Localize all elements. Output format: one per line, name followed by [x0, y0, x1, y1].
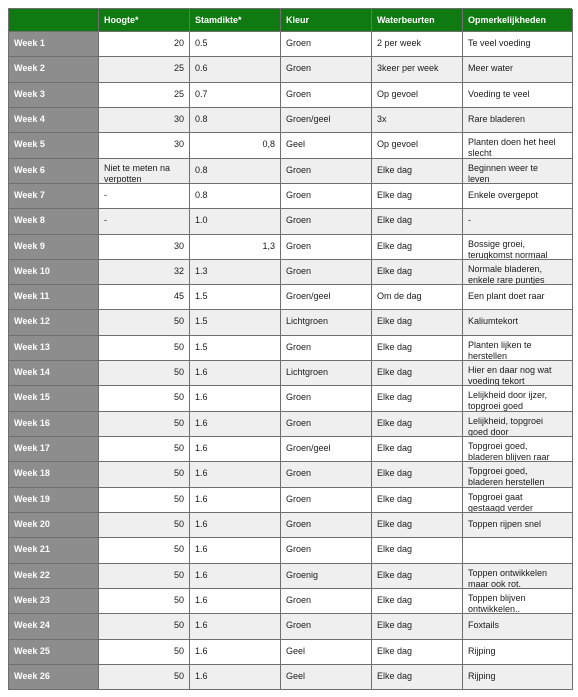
cell-waterbeurten: Om de dag [372, 285, 463, 310]
cell-opmerkelijkheden: Topgroei gaat gestaagd verder [463, 488, 573, 513]
cell-kleur: Groen [281, 209, 372, 234]
cell-waterbeurten: Elke dag [372, 538, 463, 563]
cell-waterbeurten: Elke dag [372, 462, 463, 487]
cell-kleur: Groen [281, 513, 372, 538]
cell-kleur: Groen [281, 538, 372, 563]
cell-hoogte: 50 [99, 437, 190, 462]
cell-waterbeurten: Elke dag [372, 513, 463, 538]
cell-stamdikte: 1.6 [190, 386, 281, 411]
cell-opmerkelijkheden: Beginnen weer te leven [463, 159, 573, 184]
cell-stamdikte: 1.6 [190, 513, 281, 538]
growth-log-table [8, 8, 572, 690]
cell-opmerkelijkheden: Een plant doet raar [463, 285, 573, 310]
cell-kleur: Groen [281, 336, 372, 361]
row-header: Week 14 [9, 361, 99, 386]
cell-opmerkelijkheden: Normale bladeren, enkele rare puntjes [463, 260, 573, 285]
cell-opmerkelijkheden: Enkele overgepot [463, 184, 573, 209]
cell-opmerkelijkheden: Topgroei goed, bladeren blijven raar [463, 437, 573, 462]
row-header: Week 3 [9, 83, 99, 108]
cell-opmerkelijkheden: Toppen ontwikkelen maar ook rot. [463, 564, 573, 589]
cell-hoogte: 50 [99, 412, 190, 437]
cell-stamdikte: 1.5 [190, 336, 281, 361]
cell-stamdikte: 1.6 [190, 437, 281, 462]
cell-kleur: Groen [281, 462, 372, 487]
row-header: Week 16 [9, 412, 99, 437]
cell-waterbeurten: Elke dag [372, 564, 463, 589]
row-header: Week 20 [9, 513, 99, 538]
cell-stamdikte: 0,8 [190, 133, 281, 158]
cell-kleur: Groen [281, 32, 372, 57]
cell-hoogte: 25 [99, 83, 190, 108]
cell-stamdikte: 1.6 [190, 665, 281, 690]
row-header: Week 24 [9, 614, 99, 639]
row-header: Week 9 [9, 235, 99, 260]
cell-kleur: Groen [281, 235, 372, 260]
cell-kleur: Groen [281, 614, 372, 639]
cell-hoogte: 45 [99, 285, 190, 310]
cell-stamdikte: 1.0 [190, 209, 281, 234]
cell-kleur: Groen/geel [281, 437, 372, 462]
cell-kleur: Groen [281, 412, 372, 437]
cell-stamdikte: 1,3 [190, 235, 281, 260]
cell-kleur: Groen/geel [281, 285, 372, 310]
cell-hoogte: 50 [99, 488, 190, 513]
row-header: Week 13 [9, 336, 99, 361]
cell-hoogte: 30 [99, 133, 190, 158]
cell-opmerkelijkheden: Lelijkheid, topgroei goed door [463, 412, 573, 437]
cell-kleur: Groen [281, 260, 372, 285]
row-header: Week 5 [9, 133, 99, 158]
cell-stamdikte: 1.5 [190, 285, 281, 310]
row-header: Week 23 [9, 589, 99, 614]
cell-opmerkelijkheden: Rijping [463, 640, 573, 665]
cell-hoogte: 50 [99, 513, 190, 538]
cell-waterbeurten: Elke dag [372, 665, 463, 690]
row-header: Week 22 [9, 564, 99, 589]
cell-stamdikte: 1.6 [190, 361, 281, 386]
header-corner [9, 9, 99, 32]
cell-waterbeurten: 3x [372, 108, 463, 133]
cell-hoogte: 50 [99, 462, 190, 487]
cell-stamdikte: 0.5 [190, 32, 281, 57]
cell-waterbeurten: Elke dag [372, 235, 463, 260]
cell-opmerkelijkheden: Rijping [463, 665, 573, 690]
row-header: Week 8 [9, 209, 99, 234]
cell-opmerkelijkheden: Bossige groei, terugkomst normaal [463, 235, 573, 260]
cell-hoogte: 50 [99, 614, 190, 639]
cell-waterbeurten: Elke dag [372, 437, 463, 462]
cell-opmerkelijkheden: Te veel voeding [463, 32, 573, 57]
cell-opmerkelijkheden: Lelijkheid door ijzer, topgroei goed [463, 386, 573, 411]
cell-opmerkelijkheden: Toppen blijven ontwikkelen.. [463, 589, 573, 614]
cell-kleur: Groen [281, 159, 372, 184]
cell-kleur: Groen [281, 184, 372, 209]
cell-opmerkelijkheden: Hier en daar nog wat voeding tekort [463, 361, 573, 386]
cell-hoogte: 20 [99, 32, 190, 57]
cell-stamdikte: 1.6 [190, 589, 281, 614]
cell-waterbeurten: Elke dag [372, 260, 463, 285]
cell-kleur: Groenig [281, 564, 372, 589]
cell-hoogte: 50 [99, 640, 190, 665]
cell-hoogte: 32 [99, 260, 190, 285]
cell-stamdikte: 1.5 [190, 310, 281, 335]
cell-waterbeurten: Elke dag [372, 159, 463, 184]
cell-waterbeurten: Elke dag [372, 412, 463, 437]
cell-stamdikte: 0.8 [190, 159, 281, 184]
cell-hoogte: 50 [99, 361, 190, 386]
column-header: Opmerkelijkheden [463, 9, 573, 32]
column-header: Waterbeurten [372, 9, 463, 32]
cell-hoogte: Niet te meten na verpotten [99, 159, 190, 184]
cell-waterbeurten: Elke dag [372, 614, 463, 639]
cell-opmerkelijkheden: Rare bladeren [463, 108, 573, 133]
cell-kleur: Geel [281, 665, 372, 690]
cell-hoogte: 50 [99, 564, 190, 589]
cell-stamdikte: 1.6 [190, 462, 281, 487]
cell-hoogte: 50 [99, 589, 190, 614]
cell-waterbeurten: Elke dag [372, 589, 463, 614]
cell-hoogte: 25 [99, 57, 190, 82]
row-header: Week 11 [9, 285, 99, 310]
cell-opmerkelijkheden: Meer water [463, 57, 573, 82]
cell-waterbeurten: 3keer per week [372, 57, 463, 82]
row-header: Week 2 [9, 57, 99, 82]
cell-stamdikte: 0.6 [190, 57, 281, 82]
cell-stamdikte: 0.8 [190, 108, 281, 133]
cell-waterbeurten: Elke dag [372, 184, 463, 209]
cell-hoogte: - [99, 184, 190, 209]
cell-stamdikte: 1.3 [190, 260, 281, 285]
cell-kleur: Groen/geel [281, 108, 372, 133]
cell-kleur: Groen [281, 386, 372, 411]
cell-stamdikte: 1.6 [190, 564, 281, 589]
cell-hoogte: 50 [99, 538, 190, 563]
cell-opmerkelijkheden [463, 538, 573, 563]
cell-opmerkelijkheden: Planten doen het heel slecht [463, 133, 573, 158]
cell-waterbeurten: Elke dag [372, 488, 463, 513]
cell-waterbeurten: Elke dag [372, 310, 463, 335]
row-header: Week 6 [9, 159, 99, 184]
cell-stamdikte: 1.6 [190, 412, 281, 437]
cell-stamdikte: 1.6 [190, 640, 281, 665]
cell-hoogte: 50 [99, 310, 190, 335]
cell-waterbeurten: Elke dag [372, 361, 463, 386]
cell-hoogte: 50 [99, 386, 190, 411]
row-header: Week 26 [9, 665, 99, 690]
cell-hoogte: 50 [99, 665, 190, 690]
cell-waterbeurten: 2 per week [372, 32, 463, 57]
cell-waterbeurten: Op gevoel [372, 133, 463, 158]
cell-kleur: Geel [281, 640, 372, 665]
row-header: Week 12 [9, 310, 99, 335]
cell-kleur: Groen [281, 83, 372, 108]
cell-kleur: Groen [281, 488, 372, 513]
cell-opmerkelijkheden: Toppen rijpen snel [463, 513, 573, 538]
cell-stamdikte: 1.6 [190, 614, 281, 639]
cell-stamdikte: 1.6 [190, 538, 281, 563]
cell-kleur: Lichtgroen [281, 361, 372, 386]
cell-hoogte: - [99, 209, 190, 234]
cell-opmerkelijkheden: Foxtails [463, 614, 573, 639]
cell-hoogte: 50 [99, 336, 190, 361]
row-header: Week 4 [9, 108, 99, 133]
row-header: Week 17 [9, 437, 99, 462]
cell-stamdikte: 0.8 [190, 184, 281, 209]
column-header: Hoogte* [99, 9, 190, 32]
cell-waterbeurten: Elke dag [372, 640, 463, 665]
cell-hoogte: 30 [99, 108, 190, 133]
cell-kleur: Groen [281, 57, 372, 82]
cell-stamdikte: 0.7 [190, 83, 281, 108]
cell-kleur: Lichtgroen [281, 310, 372, 335]
cell-opmerkelijkheden: - [463, 209, 573, 234]
cell-opmerkelijkheden: Voeding te veel [463, 83, 573, 108]
cell-waterbeurten: Op gevoel [372, 83, 463, 108]
cell-waterbeurten: Elke dag [372, 209, 463, 234]
cell-waterbeurten: Elke dag [372, 386, 463, 411]
column-header: Stamdikte* [190, 9, 281, 32]
row-header: Week 7 [9, 184, 99, 209]
cell-opmerkelijkheden: Kaliumtekort [463, 310, 573, 335]
row-header: Week 15 [9, 386, 99, 411]
row-header: Week 18 [9, 462, 99, 487]
cell-opmerkelijkheden: Topgroei goed, bladeren herstellen [463, 462, 573, 487]
row-header: Week 1 [9, 32, 99, 57]
row-header: Week 21 [9, 538, 99, 563]
cell-kleur: Groen [281, 589, 372, 614]
column-header: Kleur [281, 9, 372, 32]
cell-hoogte: 30 [99, 235, 190, 260]
cell-waterbeurten: Elke dag [372, 336, 463, 361]
row-header: Week 19 [9, 488, 99, 513]
cell-kleur: Geel [281, 133, 372, 158]
cell-stamdikte: 1.6 [190, 488, 281, 513]
row-header: Week 25 [9, 640, 99, 665]
row-header: Week 10 [9, 260, 99, 285]
cell-opmerkelijkheden: Planten lijken te herstellen [463, 336, 573, 361]
